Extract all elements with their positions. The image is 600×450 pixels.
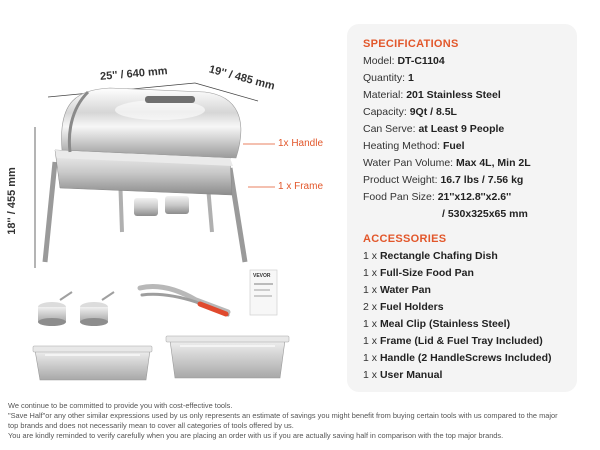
accessory-item: 1 x Frame (Lid & Fuel Tray Included): [363, 335, 543, 347]
footer-line: "Save Half"or any other similar expressions used by us only represents an estimate of savings you might benefit from buying certain tools with us compared to the major: [8, 411, 558, 420]
spec-row-pan-size-mm: / 530x325x65 mm: [442, 208, 528, 220]
accessory-item: 1 x Full-Size Food Pan: [363, 267, 474, 279]
footer-line: top brands and does not necessarily mean to cover all categories of tools offered by us.: [8, 421, 294, 430]
depth-dimension: 19'' / 485 mm: [207, 63, 277, 93]
fuel-holder-left: [38, 292, 72, 326]
specifications-heading: SPECIFICATIONS: [363, 38, 459, 50]
food-pan: [166, 336, 289, 378]
width-dimension: 25'' / 640 mm: [99, 65, 169, 83]
fuel-holder-right: [80, 292, 114, 326]
accessory-item: 1 x User Manual: [363, 369, 443, 381]
accessory-item: 1 x Water Pan: [363, 284, 431, 296]
accessories-heading: ACCESSORIES: [363, 233, 447, 245]
spec-row-capacity: Capacity: 9Qt / 8.5L: [363, 106, 457, 118]
frame-callout: 1 x Frame: [278, 181, 324, 192]
accessory-item: 1 x Handle (2 HandleScrews Included): [363, 352, 552, 364]
footer-line: We continue to be committed to provide you with cost-effective tools.: [8, 401, 233, 410]
accessory-item: 2 x Fuel Holders: [363, 301, 444, 313]
water-pan: [33, 346, 152, 380]
meal-clip: [140, 287, 228, 316]
spec-row-heating: Heating Method: Fuel: [363, 140, 465, 152]
spec-row-weight: Product Weight: 16.7 lbs / 7.56 kg: [363, 174, 524, 186]
footer-line: You are kindly reminded to verify carefully when you are placing an order with us if you are actually saving half in comparison with the top major brands.: [8, 431, 504, 440]
handle-callout: 1x Handle: [278, 138, 324, 149]
spec-row-material: Material: 201 Stainless Steel: [363, 89, 501, 101]
spec-row-pan-size: Food Pan Size: 21''x12.8''x2.6'': [363, 191, 512, 203]
manual-label: VEVOR: [253, 273, 271, 279]
spec-row-serve: Can Serve: at Least 9 People: [363, 123, 505, 135]
height-dimension: 18'' / 455 mm: [5, 167, 18, 235]
accessory-item: 1 x Rectangle Chafing Dish: [363, 250, 498, 262]
spec-row-water-pan: Water Pan Volume: Max 4L, Min 2L: [363, 157, 531, 169]
spec-row-quantity: Quantity: 1: [363, 72, 414, 84]
accessory-item: 1 x Meal Clip (Stainless Steel): [363, 318, 511, 330]
spec-row-model: Model: DT-C1104: [363, 55, 445, 67]
